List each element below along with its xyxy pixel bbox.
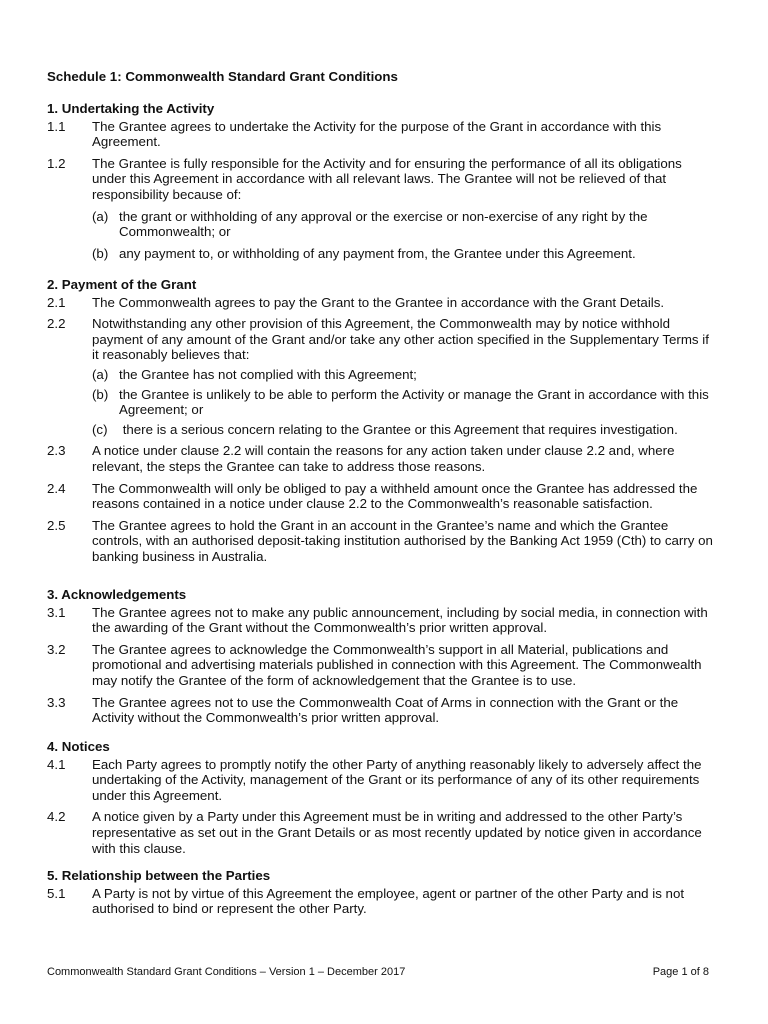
clause-number: 3.1 — [47, 604, 66, 620]
clause-3-2 — [47, 642, 718, 689]
clause-5-1 — [47, 886, 718, 917]
clause-number: 2.2 — [47, 316, 66, 332]
clause-2-2 — [47, 316, 718, 363]
clause-2-1 — [47, 295, 718, 311]
clause-text: The Grantee agrees to undertake the Activity for the purpose of the Grant in accordance with this Agreement. — [92, 118, 662, 150]
clause-4-2 — [47, 809, 718, 856]
clause-text: The Commonwealth will only be obliged to pay a withheld amount once the Grantee has addressed the reasons contained in a notice under clause 2.2 to the Commonwealth’s reasonable satisfaction. — [92, 480, 698, 512]
subclause-text: the Grantee has not complied with this Agreement; — [119, 366, 417, 382]
clause-text: The Grantee agrees to hold the Grant in an account in the Grantee’s name and which the Grantee controls, with an authorised deposit-taking institution authorised by the Banking Act 1959 (Cth) to carry on banking business in Australia. — [92, 517, 713, 564]
clause-number: 5.1 — [47, 885, 66, 901]
section-heading: 2. Payment of the Grant — [47, 277, 197, 292]
subclause-1-2-b — [47, 246, 718, 262]
subclause-1-2-a — [47, 209, 718, 240]
clause-2-5 — [47, 518, 718, 565]
clause-number: 2.1 — [47, 294, 66, 310]
subclause-text: there is a serious concern relating to the Grantee or this Agreement that requires investigation. — [119, 421, 678, 437]
footer-page-number: Page 1 of 8 — [652, 966, 709, 978]
section-acknowledgements — [47, 587, 718, 732]
clause-number: 3.2 — [47, 641, 66, 657]
clause-text: Each Party agrees to promptly notify the other Party of anything reasonably likely to adversely affect the undertaking of the Activity, management of the Grant or its performance of any of its other requirements under this Agreement. — [92, 756, 702, 803]
section-relationship-between-parties — [47, 868, 718, 923]
clause-text: Notwithstanding any other provision of this Agreement, the Commonwealth may by notice withhold payment of any amount of the Grant and/or take any other action specified in the Supplementary Terms if it reasonably believes that: — [92, 316, 709, 363]
clause-text: A notice given by a Party under this Agreement must be in writing and addressed to the other Party’s representative as set out in the Grant Details or as most recently updated by notice given in accordance with this clause. — [92, 809, 702, 856]
subclause-2-2-a — [47, 367, 718, 383]
subclause-text: any payment to, or withholding of any payment from, the Grantee under this Agreement. — [119, 245, 636, 261]
subclause-text: the Grantee is unlikely to be able to perform the Activity or manage the Grant in accordance with this Agreement; or — [119, 386, 709, 418]
subclause-2-2-b — [47, 387, 718, 418]
subclause-label: (a) — [92, 366, 109, 382]
clause-number: 2.4 — [47, 480, 66, 496]
clause-number: 4.1 — [47, 756, 66, 772]
clause-1-2 — [47, 156, 718, 203]
clause-text: The Grantee agrees not to use the Commonwealth Coat of Arms in connection with the Grant or the Activity without the Commonwealth’s prior written approval. — [92, 694, 679, 726]
clause-1-1 — [47, 119, 718, 150]
clause-number: 1.1 — [47, 118, 66, 134]
clause-number: 2.3 — [47, 443, 66, 459]
document-title: Schedule 1: Commonwealth Standard Grant Conditions — [47, 69, 398, 84]
subclause-label: (b) — [92, 245, 109, 261]
clause-number: 3.3 — [47, 694, 66, 710]
clause-number: 1.2 — [47, 155, 66, 171]
footer-document-version: Commonwealth Standard Grant Conditions – Version 1 – December 2017 — [47, 966, 406, 978]
clause-3-3 — [47, 695, 718, 726]
clause-text: A notice under clause 2.2 will contain the reasons for any action taken under clause 2.2 and, where relevant, the steps the Grantee can take to address those reasons. — [92, 443, 675, 474]
clause-4-1 — [47, 757, 718, 804]
clause-text: The Grantee is fully responsible for the Activity and for ensuring the performance of all its obligations under this Agreement in accordance with all relevant laws. The Grantee will not be relieved of that responsibility because of: — [92, 155, 682, 202]
subclause-label: (c) — [92, 421, 108, 437]
clause-text: A Party is not by virtue of this Agreement the employee, agent or partner of the other Party and is not authorised to bind or represent the other Party. — [92, 885, 685, 917]
clause-2-4 — [47, 481, 718, 512]
section-notices — [47, 739, 718, 862]
subclause-label: (b) — [92, 386, 109, 402]
clause-text: The Commonwealth agrees to pay the Grant to the Grantee in accordance with the Grant Details. — [92, 294, 665, 310]
clause-2-3 — [47, 443, 718, 474]
section-heading: 5. Relationship between the Parties — [47, 868, 271, 883]
section-heading: 4. Notices — [47, 739, 110, 754]
clause-text: The Grantee agrees to acknowledge the Commonwealth’s support in all Material, publications and promotional and advertising materials published in connection with this Agreement. The Commonwealth may notify the Grantee of the form of acknowledgement that the Grantee is to use. — [92, 641, 702, 688]
section-payment-of-grant — [47, 277, 718, 571]
section-undertaking-activity — [47, 101, 718, 261]
subclause-label: (a) — [92, 208, 109, 224]
subclause-text: the grant or withholding of any approval or the exercise or non-exercise of any right by the Commonwealth; or — [119, 208, 648, 240]
clause-number: 2.5 — [47, 517, 66, 533]
section-heading: 3. Acknowledgements — [47, 587, 187, 602]
clause-3-1 — [47, 605, 718, 636]
clause-text: The Grantee agrees not to make any public announcement, including by social media, in connection with the awarding of the Grant without the Commonwealth’s prior written approval. — [92, 604, 708, 636]
section-heading: 1. Undertaking the Activity — [47, 101, 215, 116]
subclause-2-2-c — [47, 422, 718, 438]
clause-number: 4.2 — [47, 809, 66, 825]
